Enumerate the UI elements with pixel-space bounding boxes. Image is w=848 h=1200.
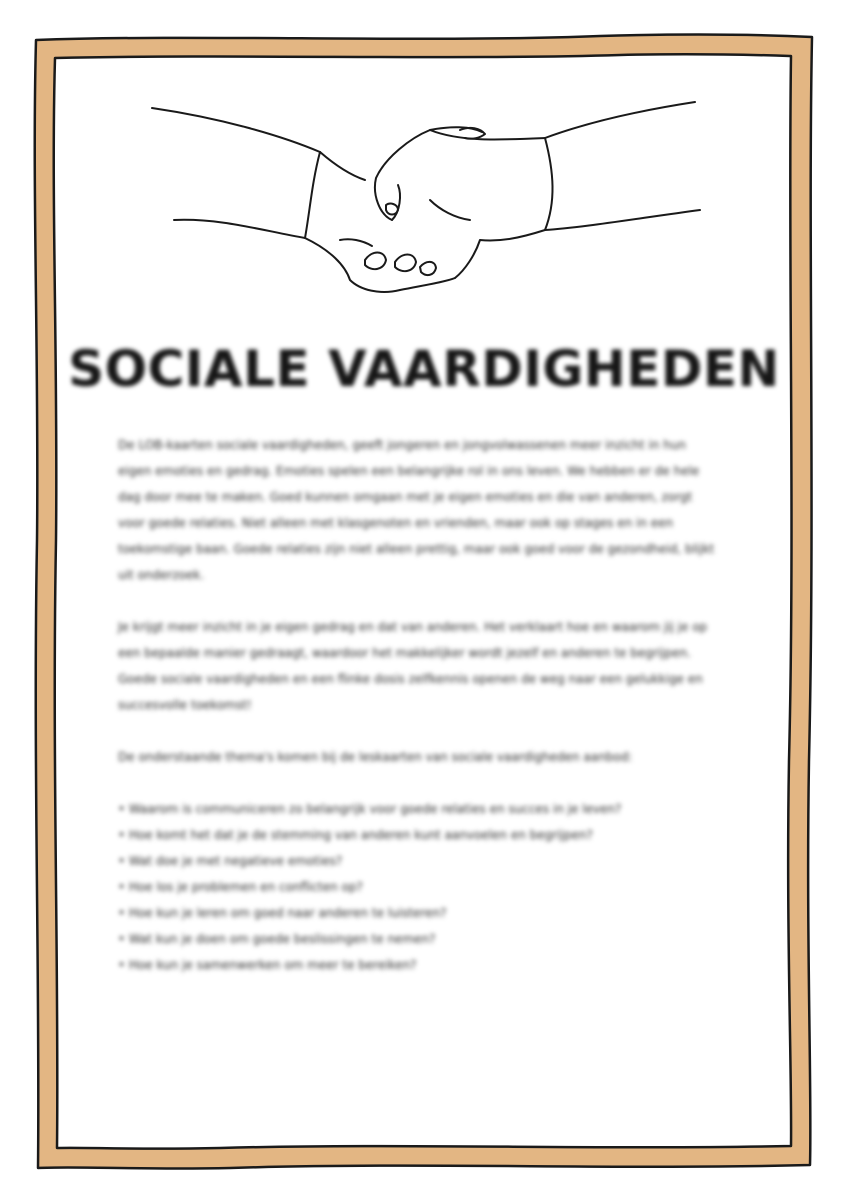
list-item: • Waarom is communiceren zo belangrijk voor goede relaties en succes in je leven? [118, 802, 622, 816]
intro-paragraph: De LOB-kaarten sociale vaardigheden, geeft jongeren en jongvolwassenen meer inzicht in hun eigen emoties en gedrag. Emoties spelen een belangrijke rol in ons leven. We hebben er de hele dag door mee te maken. Goed kunnen omgaan met je eigen emoties en die van anderen, zorgt voor goede relaties. Niet alleen met klasgenoten en vrienden, maar ook op stages en in een toekomstige baan. Goede relaties zijn niet alleen prettig, maar ook goed voor de gezondheid, blijkt uit onderzoek. [118, 438, 715, 582]
insight-paragraph: Je krijgt meer inzicht in je eigen gedrag en dat van anderen. Het verklaart hoe en waarom jij je op een bepaalde manier gedraagt, waardoor het makkelijker wordt jezelf en anderen te begrijpen. Goede sociale vaardigheden en een flinke dosis zelfkennis openen de weg naar een gelukkige en succesvolle toekomst! [118, 620, 708, 712]
list-item: • Hoe kun je samenwerken om meer te bereiken? [118, 958, 417, 972]
list-item: • Wat kun je doen om goede beslissingen te nemen? [118, 932, 436, 946]
page-title: SOCIALE VAARDIGHEDEN [68, 340, 780, 398]
list-item: • Wat doe je met negatieve emoties? [118, 854, 343, 868]
body-text [118, 432, 718, 978]
topics-intro: De onderstaande thema's komen bij de leskaarten van sociale vaardigheden aanbod: [118, 750, 633, 764]
topics-list [118, 796, 718, 978]
list-item: • Hoe komt het dat je de stemming van anderen kunt aanvoelen en begrijpen? [118, 828, 593, 842]
handshake-illustration [140, 90, 710, 310]
list-item: • Hoe los je problemen en conflicten op? [118, 880, 363, 894]
list-item: • Hoe kun je leren om goed naar anderen te luisteren? [118, 906, 447, 920]
